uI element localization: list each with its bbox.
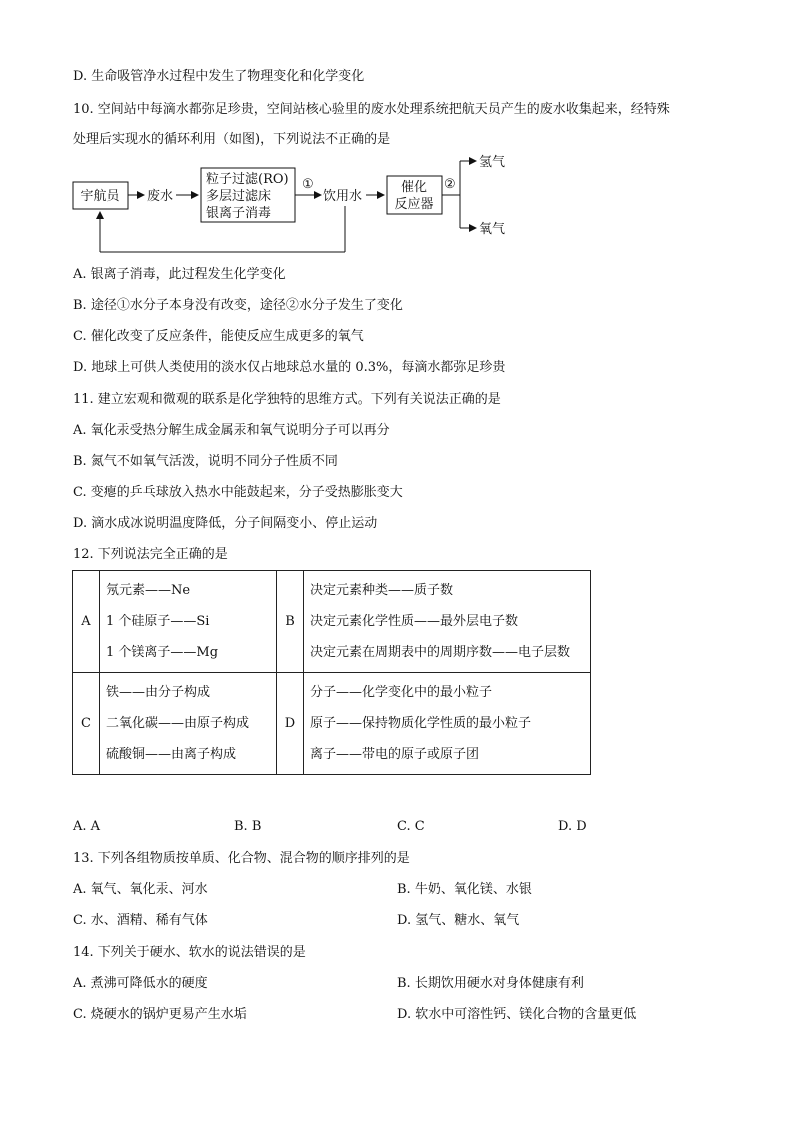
q12-stem: 12. 下列说法完全正确的是 (73, 547, 228, 562)
q11-option-c: C. 变瘪的乒乓球放入热水中能鼓起来，分子受热膨胀变大 (73, 485, 403, 500)
cell-c (100, 673, 277, 775)
q11-option-d: D. 滴水成冰说明温度降低，分子间隔变小、停止运动 (73, 516, 378, 531)
q14-stem: 14. 下列关于硬水、软水的说法错误的是 (73, 945, 306, 960)
cell-c-line-3: 硫酸铜——由离子构成 (106, 747, 237, 762)
reactor-line-1: 催化 (400, 180, 428, 195)
cell-c-line-1: 铁——由分子构成 (106, 685, 211, 700)
table-row (73, 571, 591, 673)
q10-option-d: D. 地球上可供人类使用的淡水仅占地球总水量的 0.3%，每滴水都弥足珍贵 (73, 360, 506, 375)
q12-table (72, 570, 591, 775)
q11-stem: 11. 建立宏观和微观的联系是化学独特的思维方式。下列有关说法正确的是 (73, 392, 501, 407)
q11-option-a: A. 氧化汞受热分解生成金属汞和氧气说明分子可以再分 (73, 423, 390, 438)
filter-line-1: 粒子过滤(RO) (206, 172, 289, 187)
cell-c-line-2: 二氧化碳——由原子构成 (106, 716, 250, 731)
q13-option-d: D. 氢气、糖水、氧气 (397, 913, 520, 928)
q12-choice-c: C. C (397, 819, 425, 834)
q10-stem-line1: 10. 空间站中每滴水都弥足珍贵，空间站核心验里的废水处理系统把航天员产生的废水收集起来，经特殊 (73, 102, 670, 117)
route-1-label: ① (302, 177, 314, 192)
q9-option-d: D. 生命吸管净水过程中发生了物理变化和化学变化 (73, 69, 365, 84)
q10-option-b: B. 途径①水分子本身没有改变，途径②水分子发生了变化 (73, 298, 403, 313)
q13-option-b: B. 牛奶、氧化镁、水银 (397, 882, 532, 897)
hydrogen-label: 氢气 (479, 155, 506, 170)
q13-option-a: A. 氧气、氧化汞、河水 (73, 882, 208, 897)
q10-option-c: C. 催化改变了反应条件，能使反应生成更多的氧气 (73, 329, 364, 344)
route-2-label: ② (444, 177, 456, 192)
astronaut-label: 宇航员 (80, 189, 120, 204)
cell-a (100, 571, 277, 673)
q12-choice-a: A. A (73, 819, 101, 834)
cell-a-line-2: 1 个硅原子——Si (106, 614, 210, 629)
q10-option-a: A. 银离子消毒，此过程发生化学变化 (73, 267, 286, 282)
q14-option-c: C. 烧硬水的锅炉更易产生水垢 (73, 1007, 247, 1022)
q11-option-b: B. 氮气不如氧气活泼，说明不同分子性质不同 (73, 454, 338, 469)
q14-option-a: A. 煮沸可降低水的硬度 (73, 976, 208, 991)
water-cycle-diagram (70, 152, 540, 258)
q12-choice-d: D. D (558, 819, 587, 834)
table-row (73, 673, 591, 775)
q10-stem-line2: 处理后实现水的循环利用（如图)，下列说法不正确的是 (73, 132, 391, 147)
cell-d (304, 673, 591, 775)
cell-d-line-1: 分子——化学变化中的最小粒子 (310, 685, 493, 700)
filter-line-3: 银离子消毒 (206, 206, 272, 221)
drinking-water-label: 饮用水 (323, 189, 363, 204)
cell-c-label: C (73, 673, 100, 775)
oxygen-label: 氧气 (479, 222, 506, 237)
cell-a-line-1: 氖元素——Ne (106, 583, 191, 598)
cell-b-line-2: 决定元素化学性质——最外层电子数 (310, 614, 519, 629)
filter-line-2: 多层过滤床 (206, 189, 272, 204)
cell-a-line-3: 1 个镁离子——Mg (106, 645, 219, 660)
cell-b-line-1: 决定元素种类——质子数 (310, 583, 454, 598)
cell-b (304, 571, 591, 673)
cell-d-line-2: 原子——保持物质化学性质的最小粒子 (310, 716, 532, 731)
q12-choice-b: B. B (234, 819, 262, 834)
cell-b-label: B (277, 571, 304, 673)
q13-stem: 13. 下列各组物质按单质、化合物、混合物的顺序排列的是 (73, 851, 410, 866)
cell-d-line-3: 离子——带电的原子或原子团 (310, 747, 480, 762)
reactor-line-2: 反应器 (394, 197, 434, 212)
q13-option-c: C. 水、酒精、稀有气体 (73, 913, 208, 928)
q14-option-d: D. 软水中可溶性钙、镁化合物的含量更低 (397, 1007, 637, 1022)
cell-d-label: D (277, 673, 304, 775)
cell-b-line-3: 决定元素在周期表中的周期序数——电子层数 (310, 645, 571, 660)
q14-option-b: B. 长期饮用硬水对身体健康有利 (397, 976, 584, 991)
cell-a-label: A (73, 571, 100, 673)
wastewater-label: 废水 (147, 189, 174, 204)
